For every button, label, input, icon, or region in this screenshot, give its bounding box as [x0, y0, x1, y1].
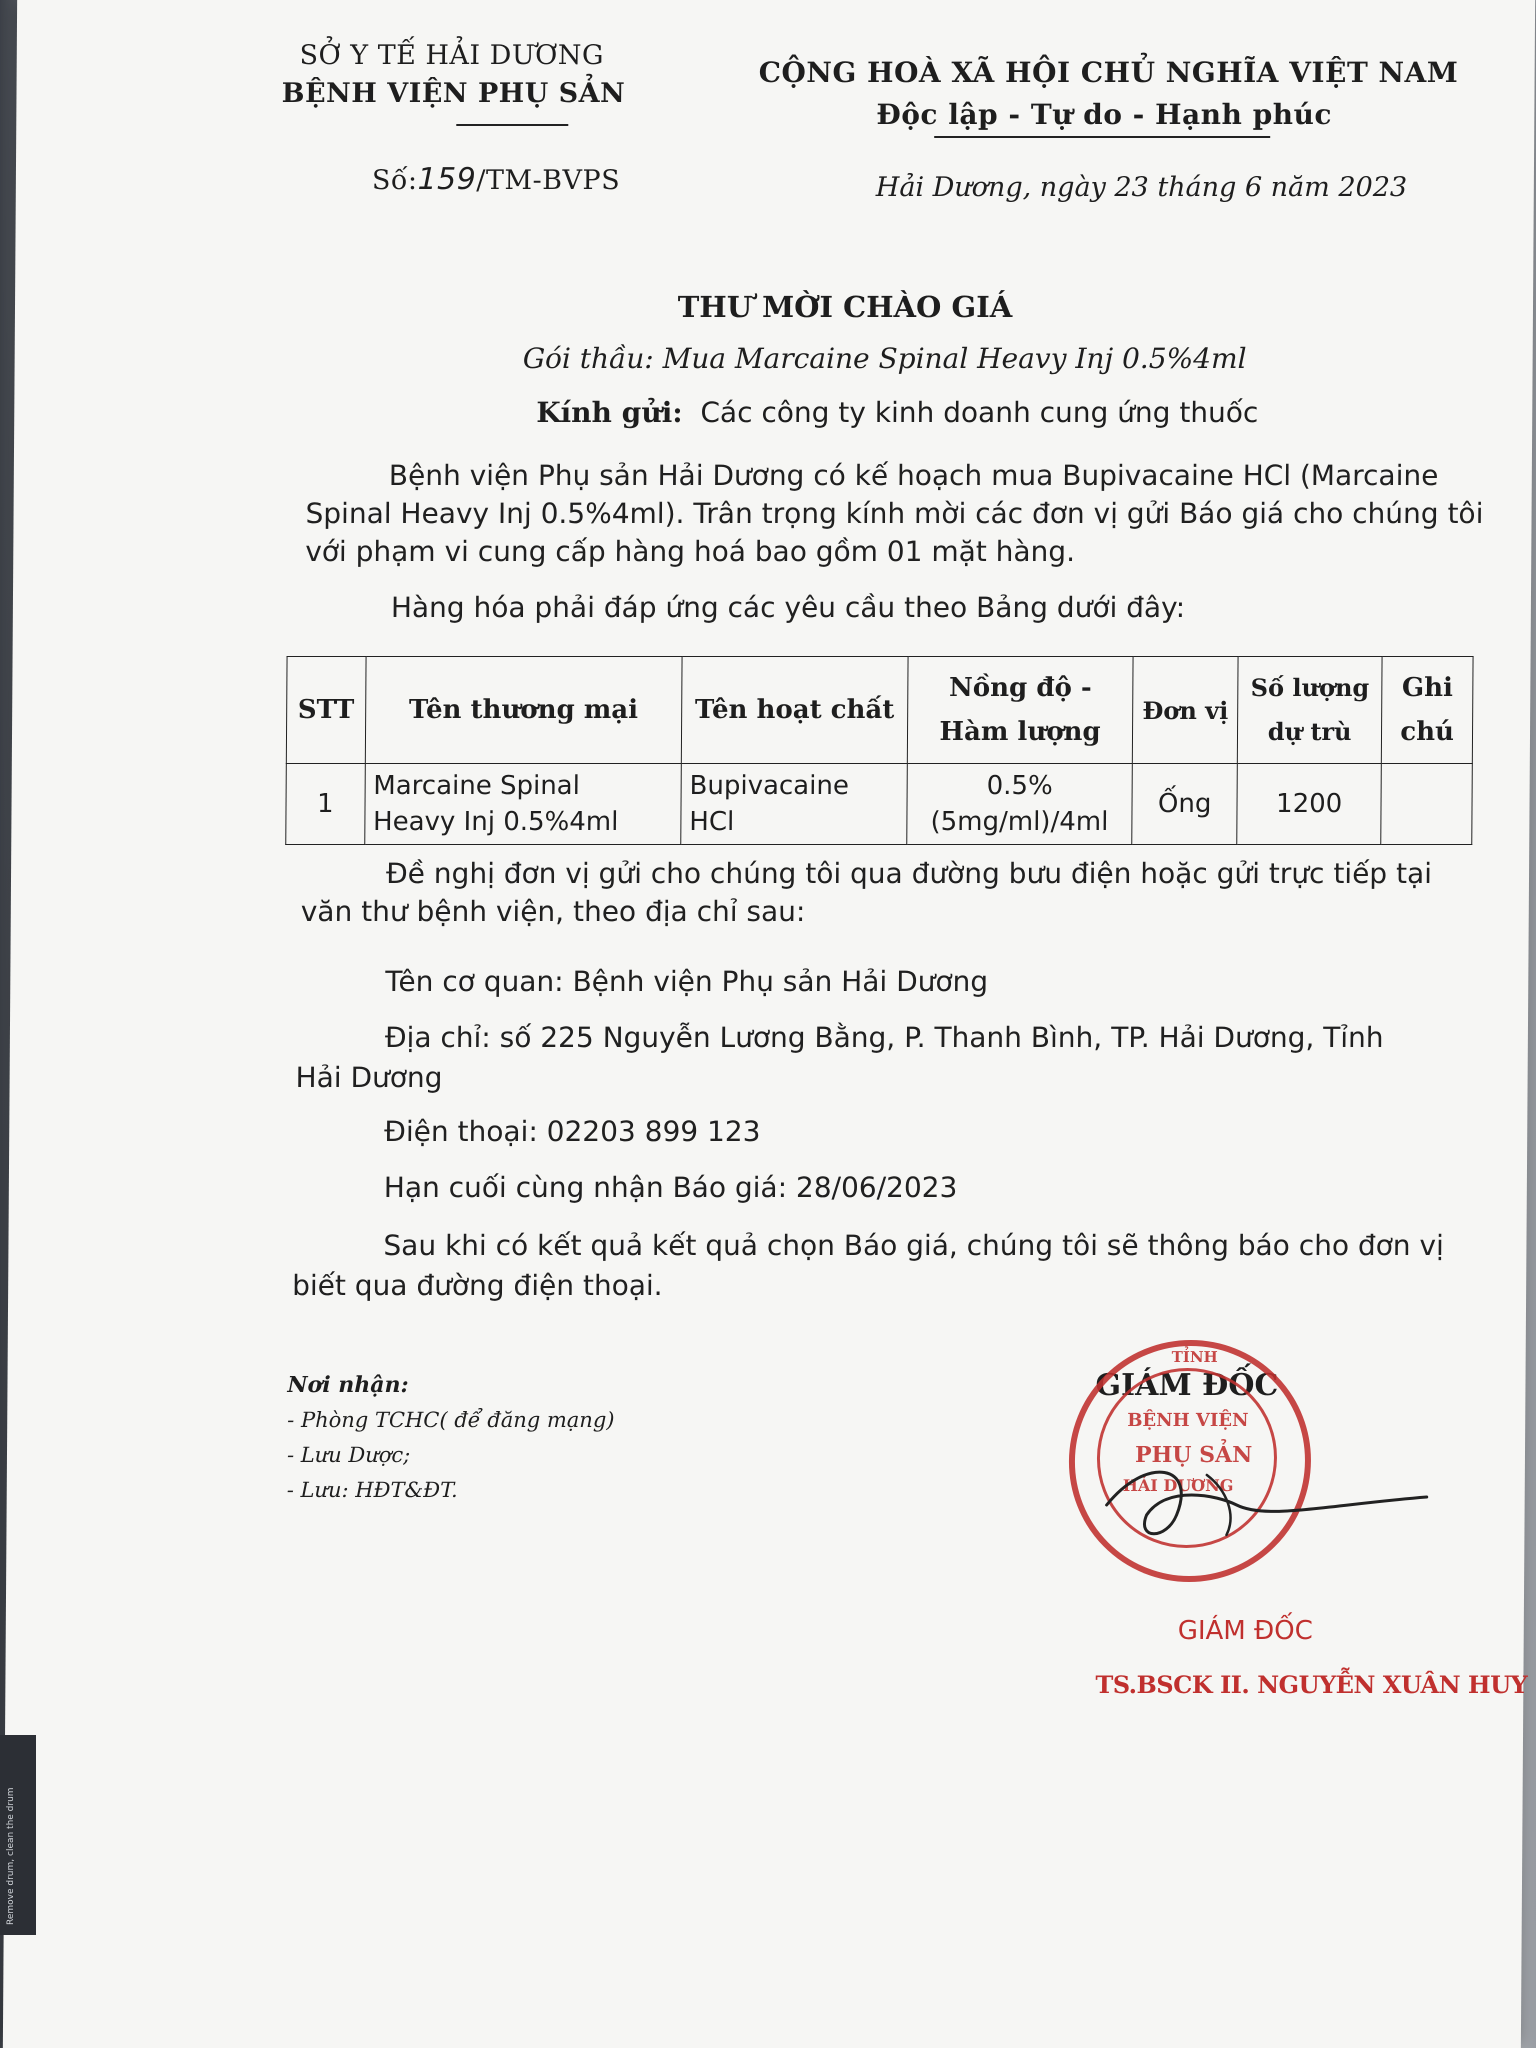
recipient-item-2: - Lưu Dược;: [286, 1443, 411, 1467]
header-right-underline: [934, 136, 1270, 138]
cell-trade-name: [364, 764, 681, 845]
signature-red-title: GIÁM ĐỐC: [1177, 1616, 1313, 1646]
header-motto: Độc lập - Tự do - Hạnh phúc: [876, 98, 1333, 131]
col-stt: STT: [286, 657, 365, 764]
recipient-item-1: - Phòng TCHC( để đăng mạng): [287, 1408, 615, 1432]
recipient-item-3: - Lưu: HĐT&ĐT.: [286, 1478, 458, 1502]
number-suffix: /TM-BVPS: [476, 165, 621, 196]
closing-line-2: biết qua đường điện thoại.: [292, 1269, 663, 1302]
active-line-2: HCl: [689, 807, 735, 837]
intro-line-3: với phạm vi cung cấp hàng hoá bao gồm 01 mặt hàng.: [305, 535, 1076, 568]
trade-name-line-2: Heavy Inj 0.5%4ml: [372, 807, 619, 837]
recipient-line: [536, 396, 1258, 429]
printer-side-text: Remove drum, clean the drum: [6, 1787, 16, 1925]
recipient-label: Kính gửi:: [536, 396, 683, 429]
conc-line-2: (5mg/ml)/4ml: [930, 807, 1109, 837]
closing-line-1: Sau khi có kết quả kết quả chọn Báo giá, chúng tôi sẽ thông báo cho đơn vị: [383, 1229, 1444, 1262]
cell-unit: Ống: [1132, 764, 1238, 845]
col-trade-name: Tên thương mại: [365, 657, 682, 764]
table-row: [286, 764, 1473, 845]
after-table-line-1: Đề nghị đơn vị gửi cho chúng tôi qua đường bưu điện hoặc gửi trực tiếp tại: [385, 857, 1433, 890]
handwritten-signature: [1086, 1445, 1447, 1555]
document-number: [372, 162, 621, 197]
recipient-value: Các công ty kinh doanh cung ứng thuốc: [700, 396, 1259, 429]
address-line-2: Hải Dương: [295, 1061, 443, 1094]
cell-concentration: [907, 764, 1133, 845]
col-quantity: Số lượng dự trù: [1237, 657, 1382, 764]
stamp-text-2: PHỤ SẢN: [1134, 1442, 1253, 1468]
address-line-1: Địa chỉ: số 225 Nguyễn Lương Bằng, P. Thanh Bình, TP. Hải Dương, Tỉnh: [384, 1021, 1384, 1054]
col-note: Ghi chú: [1381, 657, 1473, 764]
stamp-top-text: TỈNH: [1171, 1348, 1218, 1366]
document-page: [3, 0, 1535, 2048]
recipients-label: Nơi nhận:: [287, 1372, 409, 1398]
intro-line-1: Bệnh viện Phụ sản Hải Dương có kế hoạch mua Bupivacaine HCl (Marcaine: [388, 459, 1439, 492]
document-date: Hải Dương, ngày 23 tháng 6 năm 2023: [875, 172, 1408, 203]
requirements-intro: Hàng hóa phải đáp ứng các yêu cầu theo Bảng dưới đây:: [390, 591, 1186, 624]
col-unit: Đơn vị: [1132, 657, 1238, 764]
cell-note: [1381, 764, 1472, 845]
document-title: THƯ MỜI CHÀO GIÁ: [677, 290, 1013, 324]
header-department: SỞ Y TẾ HẢI DƯƠNG: [299, 40, 605, 71]
header-hospital: BỆNH VIỆN PHỤ SẢN: [281, 78, 626, 109]
intro-line-2: Spinal Heavy Inj 0.5%4ml). Trân trọng kính mời các đơn vị gửi Báo giá cho chúng tôi: [305, 497, 1484, 530]
table-header-row: [286, 657, 1473, 764]
printer-side-label: [0, 1735, 36, 1935]
signature-title: GIÁM ĐỐC: [1095, 1368, 1279, 1403]
cell-quantity: 1200: [1237, 764, 1382, 845]
agency-line: Tên cơ quan: Bệnh viện Phụ sản Hải Dương: [385, 965, 989, 998]
requirements-table: [285, 656, 1473, 845]
header-country: CỘNG HOÀ XÃ HỘI CHỦ NGHĨA VIỆT NAM: [758, 56, 1459, 89]
col-active: Tên hoạt chất: [681, 657, 908, 764]
trade-name-line-1: Marcaine Spinal: [373, 771, 581, 801]
signatory-name: TS.BSCK II. NGUYỄN XUÂN HUY: [1095, 1670, 1528, 1699]
header-left-underline: [456, 124, 568, 126]
cell-stt: 1: [286, 764, 365, 845]
active-line-1: Bupivacaine: [689, 771, 849, 801]
cell-active: [681, 764, 908, 845]
col-concentration: Nồng độ - Hàm lượng: [907, 657, 1133, 764]
conc-line-1: 0.5%: [986, 771, 1053, 801]
phone-line: Điện thoại: 02203 899 123: [384, 1115, 761, 1148]
stamp-text-1: BỆNH VIỆN: [1127, 1410, 1249, 1431]
package-name: Gói thầu: Mua Marcaine Spinal Heavy Inj 0.5%4ml: [522, 342, 1247, 375]
number-handwritten: 159: [417, 162, 477, 197]
stamp-text-3: HẢI DƯƠNG: [1122, 1476, 1234, 1495]
number-prefix: Số:: [371, 165, 418, 196]
after-table-line-2: văn thư bệnh viện, theo địa chỉ sau:: [300, 895, 806, 928]
deadline-line: Hạn cuối cùng nhận Báo giá: 28/06/2023: [383, 1171, 958, 1204]
